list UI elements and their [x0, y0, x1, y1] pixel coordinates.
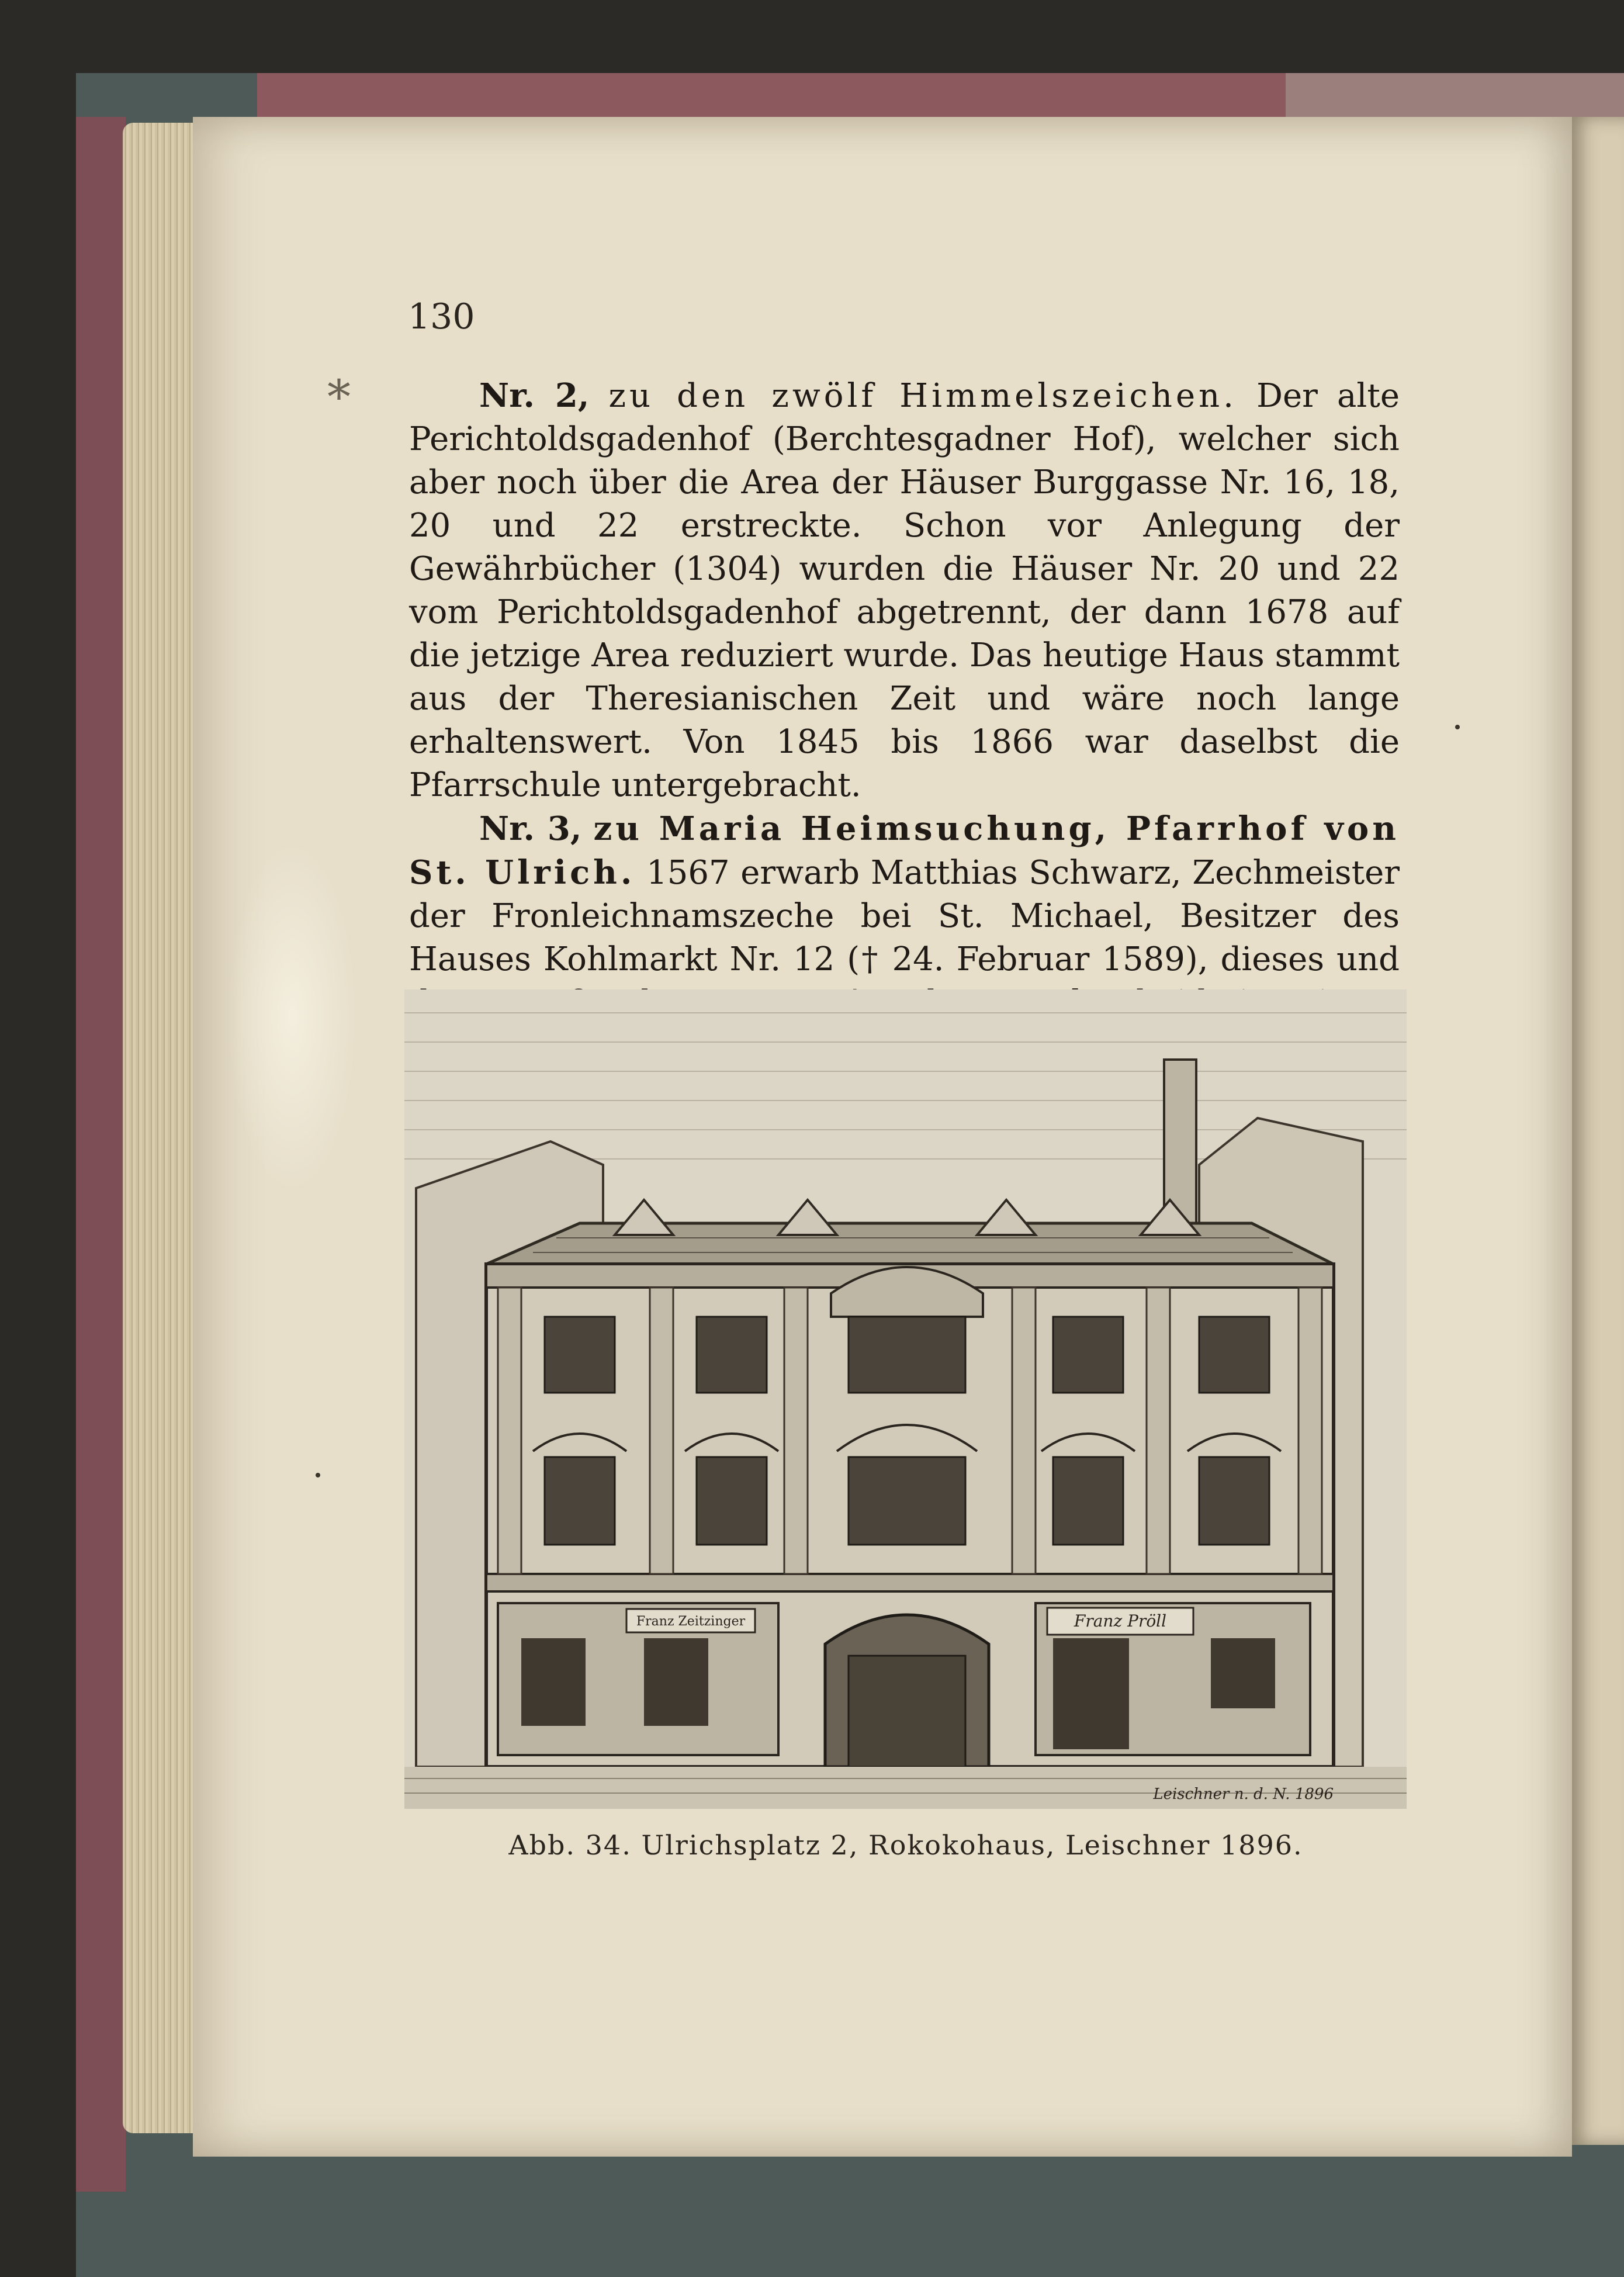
paragraph-1-lead: Nr. 2, [479, 376, 590, 415]
body-text [409, 374, 1400, 1068]
cover-top-edge [257, 73, 1286, 117]
cover-left-edge [76, 117, 126, 2192]
shop-sign-right: Franz Pröll [1074, 1611, 1167, 1631]
paper-speck [1455, 725, 1460, 729]
paragraph-2-lead: Nr. 3, [479, 809, 582, 848]
paragraph-2-text: 1567 erwarb Matthias Schwarz, Zechmeister der Fronleichnamszeche bei St. Michael, Besitzer des Hauses Kohlmarkt Nr. 12 († 24. Februar 1589), dieses und [409, 854, 1400, 978]
paper-stain [228, 842, 356, 1192]
figure-caption: Abb. 34. Ulrichsplatz 2, Rokokohaus, Leischner 1896. [508, 1829, 1303, 1861]
rococo-house-drawing [404, 989, 1407, 1809]
shop-sign-left: Franz Zeitzinger [636, 1614, 746, 1629]
facing-page-edge [1566, 117, 1624, 2145]
paper-speck [316, 1473, 320, 1477]
paragraph-1 [409, 374, 1400, 807]
page-stack-edges [123, 123, 199, 2133]
figure-illustration [404, 989, 1407, 1809]
cover-top-edge-right [1286, 73, 1624, 117]
artist-signature: Leischner n. d. N. 1896 [1153, 1785, 1334, 1803]
paragraph-1-title: zu den zwölf Himmelszeichen. [608, 377, 1237, 415]
paragraph-2-title: zu Maria Heimsuchung, Pfarrhof von St. Ulrich. [409, 809, 1400, 892]
page-number: 130 [408, 296, 475, 337]
margin-mark: * [327, 370, 351, 424]
paragraph-1-text: Der alte Perichtoldsgadenhof (Berchtesgadner Hof), welcher sich aber noch über die Area der Häuser Burggasse Nr. 16, 18, 20 und 22 erstreckte. Schon vor Anlegung der Gewährbücher (1304) wurden die Häuser Nr. 20 und 22 vom Perichtoldsgadenhof abgetrennt, der dann 1678 auf die jetzige Area reduziert wurde. Das heutige Haus stammt aus der Theresianischen Zeit und wäre noch lange erhaltenswert. Von 1845 bis 1866 war daselbst die Pfarrschule untergebracht. [409, 377, 1400, 804]
